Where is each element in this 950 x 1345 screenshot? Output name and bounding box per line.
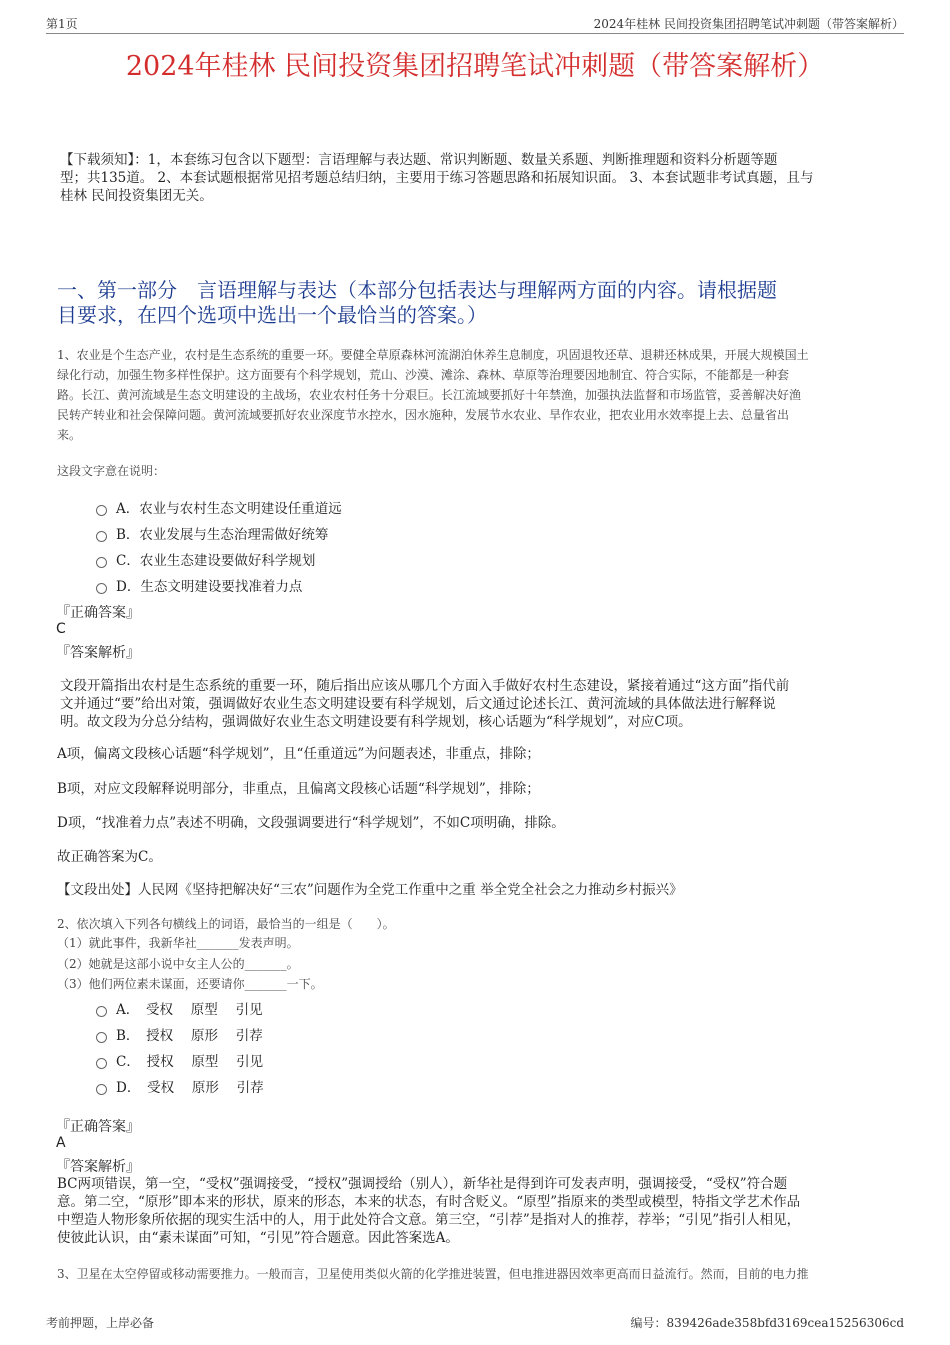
notice-line: 桂林 民间投资集团无关。 — [60, 188, 213, 204]
q2-stem-line: （2）她就是这部小说中女主人公的_______。 — [57, 957, 299, 971]
q2-analysis-line: 意。第二空，“原形”即本来的形状，原来的形态，本来的状态，有时含贬义。“原型”指原来的类型或模型，特指文学艺术作品 — [57, 1194, 801, 1210]
document-title: 2024年桂林 民间投资集团招聘笔试冲刺题（带答案解析） — [125, 51, 825, 82]
q2-answer: A — [56, 1135, 66, 1151]
page-number: 第1页 — [46, 17, 78, 31]
footer-code: 编号：839426ade358bfd3169cea15256306cd — [630, 1316, 904, 1330]
radio-icon[interactable] — [96, 505, 107, 516]
radio-icon[interactable] — [96, 1058, 107, 1069]
q3-stem-line: 3、卫星在太空停留或移动需要推力。一般而言，卫星使用类似火箭的化学推进装置，但电推进器因效率更高而日益流行。然而，目前的电力推 — [57, 1267, 809, 1281]
q2-answer-tag: 『正确答案』 — [56, 1119, 140, 1135]
radio-icon[interactable] — [96, 1084, 107, 1095]
q1-option-a[interactable] — [96, 497, 342, 517]
q2-option-b[interactable] — [96, 1024, 263, 1044]
q1-analysis-line: 明。故文段为分总分结构，强调做好农业生态文明建设要有科学规划，核心话题为“科学规划”，对应C项。 — [60, 714, 692, 730]
option-label: A．农业与农村生态文明建设任重道远 — [116, 501, 342, 517]
q1-stem-line: 民转产转业和社会保障问题。黄河流域要抓好农业深度节水控水，因水施种，发展节水农业、旱作农业，把农业用水效率提上去、总量省出 — [57, 408, 790, 422]
option-label: B． 授权 原形 引荐 — [116, 1028, 263, 1044]
q2-analysis-line: 使彼此认识，由“素未谋面”可知，“引见”符合题意。因此答案选A。 — [57, 1230, 459, 1246]
notice-line: 【下载须知】：1，本套练习包含以下题型：言语理解与表达题、常识判断题、数量关系题、判断推理题和资料分析题等题 — [60, 152, 778, 168]
option-label: B．农业发展与生态治理需做好统筹 — [116, 527, 329, 543]
q1-stem-line: 绿化行动，加强生物多样性保护。这方面要有个科学规划，荒山、沙漠、滩涂、森林、草原等治理要因地制宜、符合实际，不能都是一种套 — [57, 368, 790, 382]
q1-stem-line: 来。 — [57, 428, 82, 442]
radio-icon[interactable] — [96, 531, 107, 542]
section-heading: 目要求，在四个选项中选出一个最恰当的答案。） — [57, 303, 487, 327]
q1-conclusion: 故正确答案为C。 — [57, 849, 162, 865]
q2-analysis-line: BC两项错误，第一空，“受权”强调接受，“授权”强调授给（别人），新华社是得到许可发表声明，强调接受，“受权”符合题 — [57, 1176, 788, 1192]
footer-slogan: 考前押题，上岸必备 — [46, 1316, 155, 1330]
q2-analysis-tag: 『答案解析』 — [56, 1159, 140, 1175]
header-divider — [46, 33, 904, 34]
header-doc-title: 2024年桂林 民间投资集团招聘笔试冲刺题（带答案解析） — [593, 17, 904, 31]
option-label: D． 受权 原形 引荐 — [116, 1080, 264, 1096]
q2-analysis-line: 中塑造人物形象所依据的现实生活中的人，用于此处符合文意。第三空，“引荐”是指对人的推荐，荐举；“引见”指引人相见， — [57, 1212, 801, 1228]
q1-note: D项，“找准着力点”表述不明确，文段强调要进行“科学规划”，不如C项明确，排除。 — [57, 815, 565, 831]
q2-option-d[interactable] — [96, 1076, 264, 1096]
q2-stem-line: 2、依次填入下列各句横线上的词语，最恰当的一组是（ ）。 — [57, 917, 395, 931]
notice-line: 型；共135道。 2、本套试题根据常见招考题总结归纳，主要用于练习答题思路和拓展知识面。 3、本套试题非考试真题，且与 — [60, 170, 814, 186]
q1-option-c[interactable] — [96, 549, 315, 569]
q1-answer: C — [56, 621, 66, 637]
radio-icon[interactable] — [96, 1032, 107, 1043]
q1-stem-line: 1、农业是个生态产业，农村是生态系统的重要一环。要健全草原森林河流湖泊休养生息制度，巩固退牧还草、退耕还林成果，开展大规模国土 — [57, 348, 809, 362]
section-heading: 一、第一部分 言语理解与表达（本部分包括表达与理解两方面的内容。请根据题 — [57, 278, 777, 302]
option-label: A． 受权 原型 引见 — [116, 1002, 263, 1018]
q1-note: A项，偏离文段核心话题“科学规划”，且“任重道远”为问题表述，非重点，排除； — [57, 746, 540, 762]
q2-stem-line: （3）他们两位素未谋面，还要请你_______一下。 — [57, 977, 323, 991]
radio-icon[interactable] — [96, 557, 107, 568]
radio-icon[interactable] — [96, 1006, 107, 1017]
q1-answer-tag: 『正确答案』 — [56, 605, 140, 621]
option-label: C．农业生态建设要做好科学规划 — [116, 553, 316, 569]
q2-option-a[interactable] — [96, 998, 263, 1018]
q1-prompt: 这段文字意在说明： — [57, 464, 166, 478]
q2-option-c[interactable] — [96, 1050, 263, 1070]
q1-source: 【文段出处】人民网《坚持把解决好“三农”问题作为全党工作重中之重 举全党全社会之力推动乡村振兴》 — [57, 882, 683, 898]
q1-stem-line: 路。长江、黄河流域是生态文明建设的主战场，农业农村任务十分艰巨。长江流域要抓好十年禁渔，加强执法监督和市场监管，妥善解决好渔 — [57, 388, 802, 402]
q1-note: B项，对应文段解释说明部分，非重点，且偏离文段核心话题“科学规划”，排除； — [57, 781, 540, 797]
radio-icon[interactable] — [96, 583, 107, 594]
option-label: C． 授权 原型 引见 — [116, 1054, 264, 1070]
q1-option-d[interactable] — [96, 575, 302, 595]
q1-analysis-line: 文并通过“要”给出对策，强调做好农业生态文明建设要有科学规划，后文通过论述长江、黄河流域的具体做法进行解释说 — [60, 696, 776, 712]
q2-stem-line: （1）就此事件，我新华社_______发表声明。 — [57, 936, 299, 950]
q1-analysis-line: 文段开篇指出农村是生态系统的重要一环，随后指出应该从哪几个方面入手做好农村生态建设，紧接着通过“这方面”指代前 — [60, 678, 790, 694]
q1-option-b[interactable] — [96, 523, 328, 543]
q1-analysis-tag: 『答案解析』 — [56, 645, 140, 661]
option-label: D．生态文明建设要找准着力点 — [116, 579, 303, 595]
